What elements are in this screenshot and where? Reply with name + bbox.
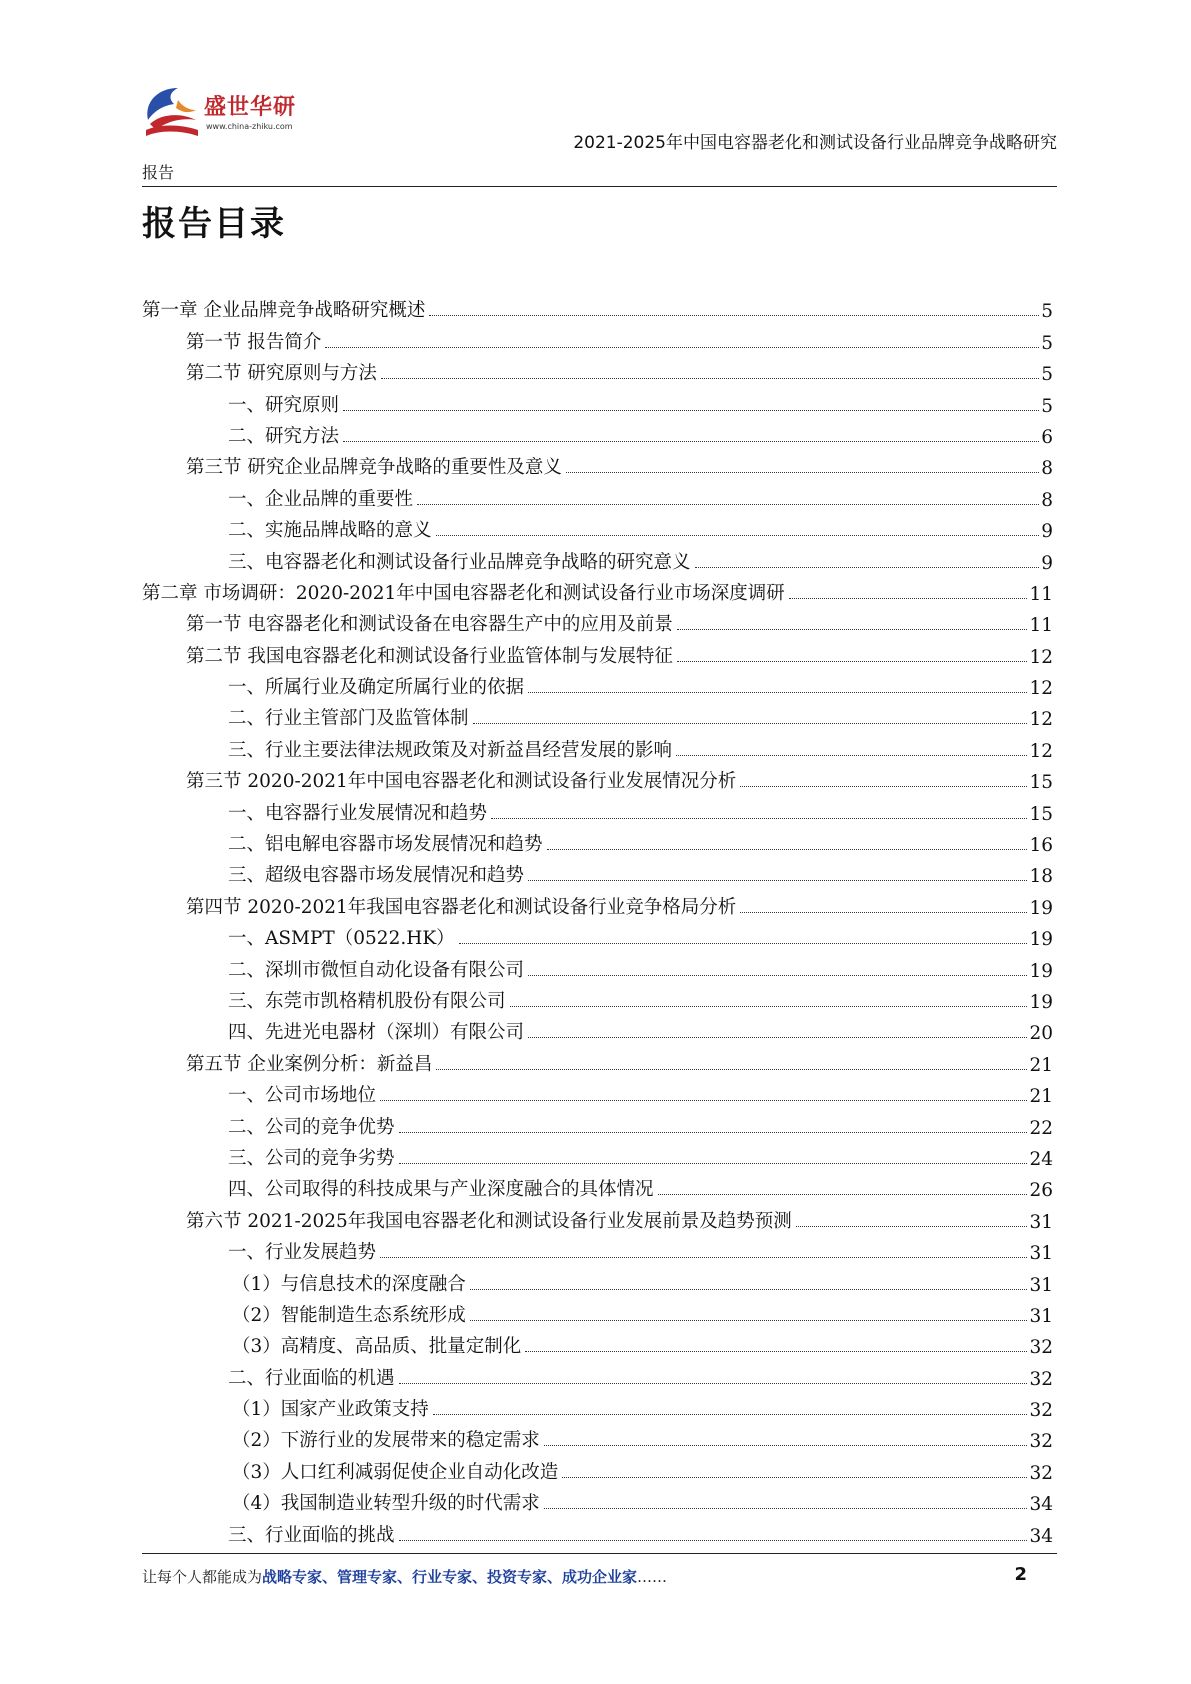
toc-entry[interactable] xyxy=(142,950,1053,981)
toc-entry-title: 四、先进光电器材（深圳）有限公司 xyxy=(228,1022,525,1044)
toc-entry-title: 二、铝电解电容器市场发展情况和趋势 xyxy=(228,834,543,856)
toc-entry[interactable] xyxy=(142,354,1053,385)
toc-dot-leader xyxy=(740,786,1027,787)
logo-mark-icon xyxy=(140,84,202,146)
toc-entry-title: 第三节 2020-2021年中国电容器老化和测试设备行业发展情况分析 xyxy=(186,771,737,793)
toc-entry[interactable] xyxy=(142,1233,1053,1264)
toc-entry-title: 第五节 企业案例分析：新益昌 xyxy=(186,1053,433,1075)
toc-entry[interactable] xyxy=(142,291,1053,322)
toc-dot-leader xyxy=(399,1383,1028,1384)
footer-slogan-highlight: 战略专家、管理专家、行业专家、投资专家、成功企业家 xyxy=(262,1568,638,1586)
toc-entry[interactable] xyxy=(142,1296,1053,1327)
toc-entry-page: 12 xyxy=(1029,740,1053,762)
page-title: 报告目录 xyxy=(142,204,286,244)
toc-dot-leader xyxy=(796,1226,1028,1227)
toc-entry-title: 二、行业主管部门及监管体制 xyxy=(228,708,469,730)
toc-dot-leader xyxy=(429,315,1039,316)
toc-entry[interactable] xyxy=(142,668,1053,699)
toc-entry-page: 9 xyxy=(1041,552,1053,574)
toc-entry[interactable] xyxy=(142,1013,1053,1044)
toc-entry[interactable] xyxy=(142,1452,1053,1483)
toc-entry-title: 第二节 研究原则与方法 xyxy=(186,363,377,385)
toc-dot-leader xyxy=(510,1006,1028,1007)
toc-entry-title: 第一节 电容器老化和测试设备在电容器生产中的应用及前景 xyxy=(186,614,673,636)
toc-entry-page: 34 xyxy=(1029,1525,1053,1547)
toc-dot-leader xyxy=(695,567,1040,568)
toc-dot-leader xyxy=(547,849,1028,850)
toc-entry-title: 第四节 2020-2021年我国电容器老化和测试设备行业竞争格局分析 xyxy=(186,896,737,918)
toc-dot-leader xyxy=(528,880,1027,881)
toc-entry-page: 11 xyxy=(1029,615,1053,637)
toc-entry-page: 31 xyxy=(1029,1305,1053,1327)
toc-dot-leader xyxy=(459,943,1028,944)
toc-entry[interactable] xyxy=(142,511,1053,542)
toc-entry-title: 二、研究方法 xyxy=(228,425,340,447)
logo-name: 盛世华研 xyxy=(204,95,297,120)
toc-entry-title: 二、公司的竞争优势 xyxy=(228,1116,395,1138)
toc-entry-title: 第二节 我国电容器老化和测试设备行业监管体制与发展特征 xyxy=(186,645,673,667)
toc-entry-page: 5 xyxy=(1041,332,1053,354)
toc-entry-page: 19 xyxy=(1029,897,1053,919)
toc-entry-page: 32 xyxy=(1029,1400,1053,1422)
toc-entry-title: 三、行业面临的挑战 xyxy=(228,1524,395,1546)
toc-entry-title: （2）下游行业的发展带来的稳定需求 xyxy=(232,1430,540,1452)
toc-entry-page: 21 xyxy=(1029,1086,1053,1108)
toc-entry-title: 三、电容器老化和测试设备行业品牌竞争战略的研究意义 xyxy=(228,551,691,573)
toc-entry-page: 9 xyxy=(1041,521,1053,543)
toc-entry-title: （4）我国制造业转型升级的时代需求 xyxy=(232,1493,540,1515)
toc-dot-leader xyxy=(528,1037,1027,1038)
toc-entry-page: 15 xyxy=(1029,803,1053,825)
toc-entry-title: 一、行业发展趋势 xyxy=(228,1242,377,1264)
toc-entry-title: （1）与信息技术的深度融合 xyxy=(232,1273,466,1295)
toc-entry-page: 19 xyxy=(1029,929,1053,951)
toc-entry-page: 20 xyxy=(1029,1023,1053,1045)
toc-entry[interactable] xyxy=(142,322,1053,353)
toc-entry-title: 一、企业品牌的重要性 xyxy=(228,488,414,510)
toc-dot-leader xyxy=(436,1069,1027,1070)
toc-entry-title: 一、所属行业及确定所属行业的依据 xyxy=(228,677,525,699)
toc-entry-page: 21 xyxy=(1029,1054,1053,1076)
toc-dot-leader xyxy=(473,723,1028,724)
toc-dot-leader xyxy=(740,912,1027,913)
toc-entry-page: 32 xyxy=(1029,1337,1053,1359)
toc-entry-title: 二、实施品牌战略的意义 xyxy=(228,520,432,542)
toc-dot-leader xyxy=(470,1289,1028,1290)
toc-entry[interactable] xyxy=(142,479,1053,510)
toc-entry-title: 第六节 2021-2025年我国电容器老化和测试设备行业发展前景及趋势预测 xyxy=(186,1210,792,1232)
toc-entry[interactable] xyxy=(142,982,1053,1013)
toc-entry-title: 二、深圳市微恒自动化设备有限公司 xyxy=(228,959,525,981)
toc-entry[interactable] xyxy=(142,1358,1053,1389)
toc-entry[interactable] xyxy=(142,762,1053,793)
toc-dot-leader xyxy=(491,818,1027,819)
toc-entry[interactable] xyxy=(142,825,1053,856)
toc-entry-page: 31 xyxy=(1029,1211,1053,1233)
toc-dot-leader xyxy=(470,1320,1028,1321)
toc-dot-leader xyxy=(399,1540,1028,1541)
toc-entry[interactable] xyxy=(142,636,1053,667)
toc-entry-page: 5 xyxy=(1041,301,1053,323)
toc-entry-title: 第一章 企业品牌竞争战略研究概述 xyxy=(142,300,426,322)
toc-dot-leader xyxy=(566,472,1039,473)
toc-dot-leader xyxy=(677,661,1028,662)
toc-entry[interactable] xyxy=(142,887,1053,918)
toc-dot-leader xyxy=(789,598,1028,599)
toc-dot-leader xyxy=(433,1414,1028,1415)
toc-entry-title: 三、公司的竞争劣势 xyxy=(228,1147,395,1169)
header-divider xyxy=(142,186,1057,187)
toc-dot-leader xyxy=(343,410,1039,411)
toc-entry-page: 12 xyxy=(1029,709,1053,731)
toc-entry[interactable] xyxy=(142,1264,1053,1295)
toc-entry-page: 34 xyxy=(1029,1494,1053,1516)
toc-entry-page: 16 xyxy=(1029,835,1053,857)
toc-entry-title: 三、超级电容器市场发展情况和趋势 xyxy=(228,865,525,887)
toc-dot-leader xyxy=(325,347,1039,348)
toc-entry-page: 5 xyxy=(1041,364,1053,386)
toc-entry[interactable] xyxy=(142,793,1053,824)
toc-dot-leader xyxy=(544,1445,1028,1446)
toc-entry-page: 8 xyxy=(1041,458,1053,480)
toc-entry[interactable] xyxy=(142,574,1053,605)
toc-entry-title: 三、东莞市凯格精机股份有限公司 xyxy=(228,990,506,1012)
toc-entry[interactable] xyxy=(142,1390,1053,1421)
toc-entry[interactable] xyxy=(142,919,1053,950)
report-header-title: 2021-2025年中国电容器老化和测试设备行业品牌竞争战略研究 xyxy=(573,133,1057,153)
toc-entry-title: 一、研究原则 xyxy=(228,394,340,416)
toc-entry-title: 第三节 研究企业品牌竞争战略的重要性及意义 xyxy=(186,457,562,479)
table-of-contents xyxy=(142,291,1053,1547)
page-number: 2 xyxy=(1014,1564,1027,1585)
toc-entry[interactable] xyxy=(142,1107,1053,1138)
toc-entry-title: 第一节 报告简介 xyxy=(186,331,322,353)
toc-entry-page: 5 xyxy=(1041,395,1053,417)
toc-entry-title: 一、电容器行业发展情况和趋势 xyxy=(228,802,488,824)
toc-entry-title: 二、行业面临的机遇 xyxy=(228,1367,395,1389)
toc-dot-leader xyxy=(525,1351,1027,1352)
toc-entry[interactable] xyxy=(142,699,1053,730)
toc-dot-leader xyxy=(528,975,1027,976)
company-logo xyxy=(140,84,315,146)
toc-entry-title: 三、行业主要法律法规政策及对新益昌经营发展的影响 xyxy=(228,739,673,761)
toc-entry[interactable] xyxy=(142,856,1053,887)
toc-entry-page: 24 xyxy=(1029,1148,1053,1170)
toc-dot-leader xyxy=(658,1194,1028,1195)
toc-dot-leader xyxy=(380,1257,1027,1258)
toc-dot-leader xyxy=(677,629,1028,630)
toc-dot-leader xyxy=(562,1477,1027,1478)
toc-entry[interactable] xyxy=(142,1201,1053,1232)
toc-dot-leader xyxy=(436,535,1040,536)
toc-entry-page: 8 xyxy=(1041,489,1053,511)
toc-entry-title: 四、公司取得的科技成果与产业深度融合的具体情况 xyxy=(228,1179,654,1201)
footer-divider xyxy=(142,1553,1057,1554)
toc-entry[interactable] xyxy=(142,1170,1053,1201)
toc-dot-leader xyxy=(380,1100,1027,1101)
toc-entry-page: 31 xyxy=(1029,1243,1053,1265)
toc-entry[interactable] xyxy=(142,448,1053,479)
toc-entry-page: 32 xyxy=(1029,1431,1053,1453)
toc-entry-page: 11 xyxy=(1029,583,1053,605)
toc-entry-page: 12 xyxy=(1029,678,1053,700)
toc-entry-page: 31 xyxy=(1029,1274,1053,1296)
toc-entry-title: （3）高精度、高品质、批量定制化 xyxy=(232,1336,522,1358)
toc-entry-page: 12 xyxy=(1029,646,1053,668)
toc-dot-leader xyxy=(528,692,1027,693)
toc-entry[interactable] xyxy=(142,417,1053,448)
toc-entry-page: 18 xyxy=(1029,866,1053,888)
toc-entry[interactable] xyxy=(142,1421,1053,1452)
toc-entry-title: 一、ASMPT（0522.HK） xyxy=(228,928,455,950)
toc-entry[interactable] xyxy=(142,385,1053,416)
report-header-subtitle: 报告 xyxy=(142,163,175,182)
toc-entry[interactable] xyxy=(142,730,1053,761)
toc-dot-leader xyxy=(399,1163,1028,1164)
toc-dot-leader xyxy=(399,1132,1028,1133)
toc-entry[interactable] xyxy=(142,605,1053,636)
toc-dot-leader xyxy=(381,378,1039,379)
toc-entry[interactable] xyxy=(142,1484,1053,1515)
footer-slogan xyxy=(142,1566,667,1587)
logo-url: www.china-zhiku.com xyxy=(206,122,293,131)
toc-entry-title: 第二章 市场调研：2020-2021年中国电容器老化和测试设备行业市场深度调研 xyxy=(142,582,785,604)
toc-entry[interactable] xyxy=(142,1327,1053,1358)
toc-entry[interactable] xyxy=(142,1044,1053,1075)
toc-entry-page: 32 xyxy=(1029,1462,1053,1484)
toc-entry-page: 6 xyxy=(1041,426,1053,448)
toc-dot-leader xyxy=(676,755,1027,756)
toc-dot-leader xyxy=(417,504,1039,505)
toc-entry[interactable] xyxy=(142,542,1053,573)
footer-slogan-suffix: …… xyxy=(637,1568,668,1586)
toc-dot-leader xyxy=(343,441,1039,442)
toc-entry-title: 一、公司市场地位 xyxy=(228,1085,377,1107)
toc-dot-leader xyxy=(544,1508,1028,1509)
toc-entry-page: 22 xyxy=(1029,1117,1053,1139)
toc-entry-page: 32 xyxy=(1029,1368,1053,1390)
footer-slogan-prefix: 让每个人都能成为 xyxy=(142,1568,263,1586)
toc-entry-title: （2）智能制造生态系统形成 xyxy=(232,1304,466,1326)
toc-entry-page: 19 xyxy=(1029,991,1053,1013)
toc-entry[interactable] xyxy=(142,1515,1053,1546)
toc-entry-page: 15 xyxy=(1029,772,1053,794)
toc-entry[interactable] xyxy=(142,1139,1053,1170)
toc-entry-title: （1）国家产业政策支持 xyxy=(232,1399,429,1421)
toc-entry[interactable] xyxy=(142,1076,1053,1107)
toc-entry-page: 19 xyxy=(1029,960,1053,982)
toc-entry-page: 26 xyxy=(1029,1180,1053,1202)
toc-entry-title: （3）人口红利减弱促使企业自动化改造 xyxy=(232,1461,559,1483)
